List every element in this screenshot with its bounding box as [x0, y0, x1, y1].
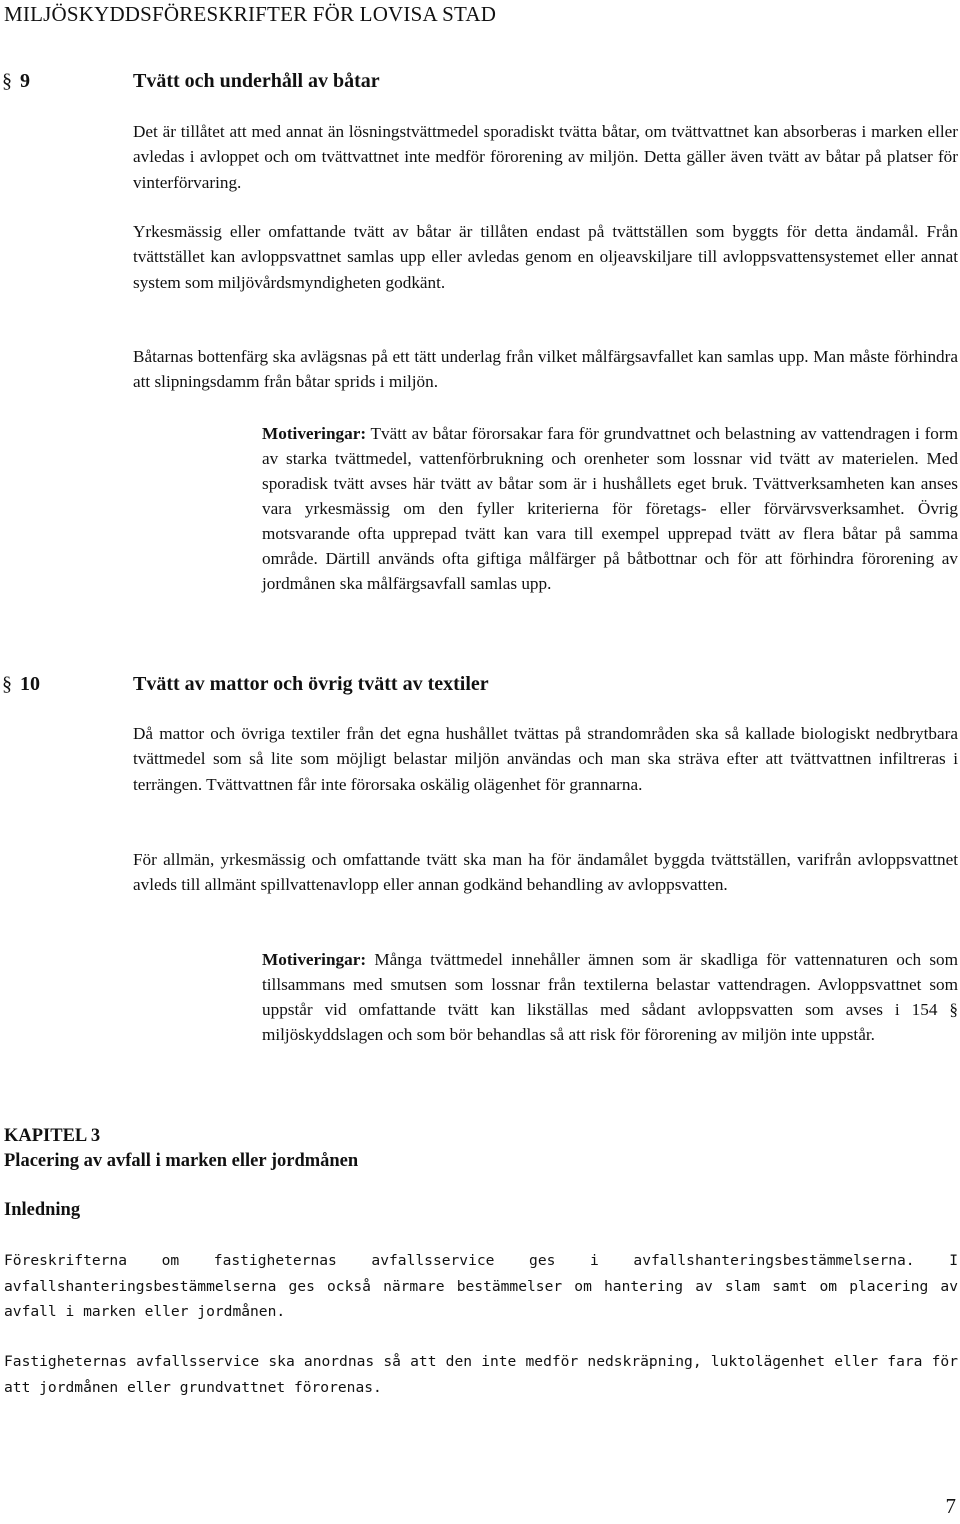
section-10-motivation	[262, 947, 958, 1047]
section-9-paragraph-3: Båtarnas bottenfärg ska avlägsnas på ett tätt underlag från vilket målfärgsavfallet kan samlas upp. Man måste förhindra att slipningsdamm från båtar sprids i miljön.	[133, 347, 958, 392]
motivation-text: Många tvättmedel innehåller ämnen som är skadliga för vattennaturen och som tillsammans med smutsen som lossnar från textilerna belastar vattendragen. Avloppsvattnet som uppstår vid omfattande tvätt kan likställas med sådant avloppsvatten som avses i 154 § miljöskyddslagen och som bör behandlas så att risk för förorening av miljön inte uppstår.	[262, 950, 959, 1044]
paragraph-sign: §	[2, 673, 12, 695]
section-number: 9	[20, 70, 30, 92]
chapter-3-paragraph-1: Föreskrifterna om fastigheternas avfallsservice ges i avfallshanteringsbestämmelserna. I avfallshanteringsbestämmelserna ges också närmare bestämmelser om hantering av slam samt om placering av avfall i marken eller jordmånen.	[4, 1252, 958, 1320]
intro-heading: Inledning	[4, 1200, 81, 1220]
page-number: 7	[945, 1494, 956, 1518]
motivation-label: Motiveringar:	[262, 950, 367, 969]
section-title: Tvätt och underhåll av båtar	[133, 70, 380, 92]
paragraph-sign: §	[2, 70, 12, 92]
chapter-label: KAPITEL 3	[4, 1126, 101, 1146]
document-header: MILJÖSKYDDSFÖRESKRIFTER FÖR LOVISA STAD	[4, 2, 497, 26]
motivation-text: Tvätt av båtar förorsakar fara för grundvattnet och belastning av vattendragen i form av starka tvättmedel, vattenförbrukning och orenheter som lossnar vid tvätt av materielen. Med sporadisk tvätt avses här tvätt av båtar som är i hushållets eget bruk. Tvättverksamheten kan anses vara yrkesmässig om den fyller kriterierna för företags- eller förvärvsverksamhet. Övrig motsvarande ofta upprepad tvätt kan vara till exempel upprepad tvätt av flera båtar på samma område. Därtill används ofta giftiga målfärger på båtbottnar och för att förhindra förorening av jordmånen ska målfärgsavfall samlas upp.	[262, 424, 958, 593]
section-title: Tvätt av mattor och övrig tvätt av textiler	[133, 673, 489, 695]
motivation-label: Motiveringar:	[262, 424, 367, 443]
chapter-3-paragraph-2: Fastigheternas avfallsservice ska anordnas så att den inte medför nedskräpning, luktolägenhet eller fara för att jordmånen eller grundvattnet förorenas.	[4, 1353, 958, 1396]
section-9-motivation	[262, 421, 958, 596]
section-9-paragraph-1: Det är tillåtet att med annat än lösningstvättmedel sporadiskt tvätta båtar, om tvättvattnet kan absorberas i marken eller avledas i avloppet och om tvättvattnet inte medför förorening av miljön. Detta gäller även tvätt av båtar på platser för vinterförvaring.	[133, 122, 958, 192]
section-10-paragraph-1: Då mattor och övriga textiler från det egna hushållet tvättas på strandområden ska så kallade biologiskt nedbrytbara tvättmedel som så lite som möjligt belastar miljön användas och man ska sträva efter att tvättvattnen infiltreras i terrängen. Tvättvattnen får inte förorsaka oskälig olägenhet för grannarna.	[133, 724, 958, 794]
chapter-title: Placering av avfall i marken eller jordmånen	[4, 1151, 359, 1171]
section-9-paragraph-2: Yrkesmässig eller omfattande tvätt av båtar är tillåten endast på tvättställen som byggts för detta ändamål. Från tvättstället kan avloppsvattnet samlas upp eller avledas genom en oljeavskiljare till avloppsvattensystemet eller annat system som miljövårdsmyndigheten godkänt.	[133, 222, 958, 292]
section-number: 10	[20, 673, 40, 695]
section-10-paragraph-2: För allmän, yrkesmässig och omfattande tvätt ska man ha för ändamålet byggda tvättställen, varifrån avloppsvattnet avleds till allmänt spillvattenavlopp eller annan godkänd behandling av avloppsvatten.	[133, 850, 958, 895]
